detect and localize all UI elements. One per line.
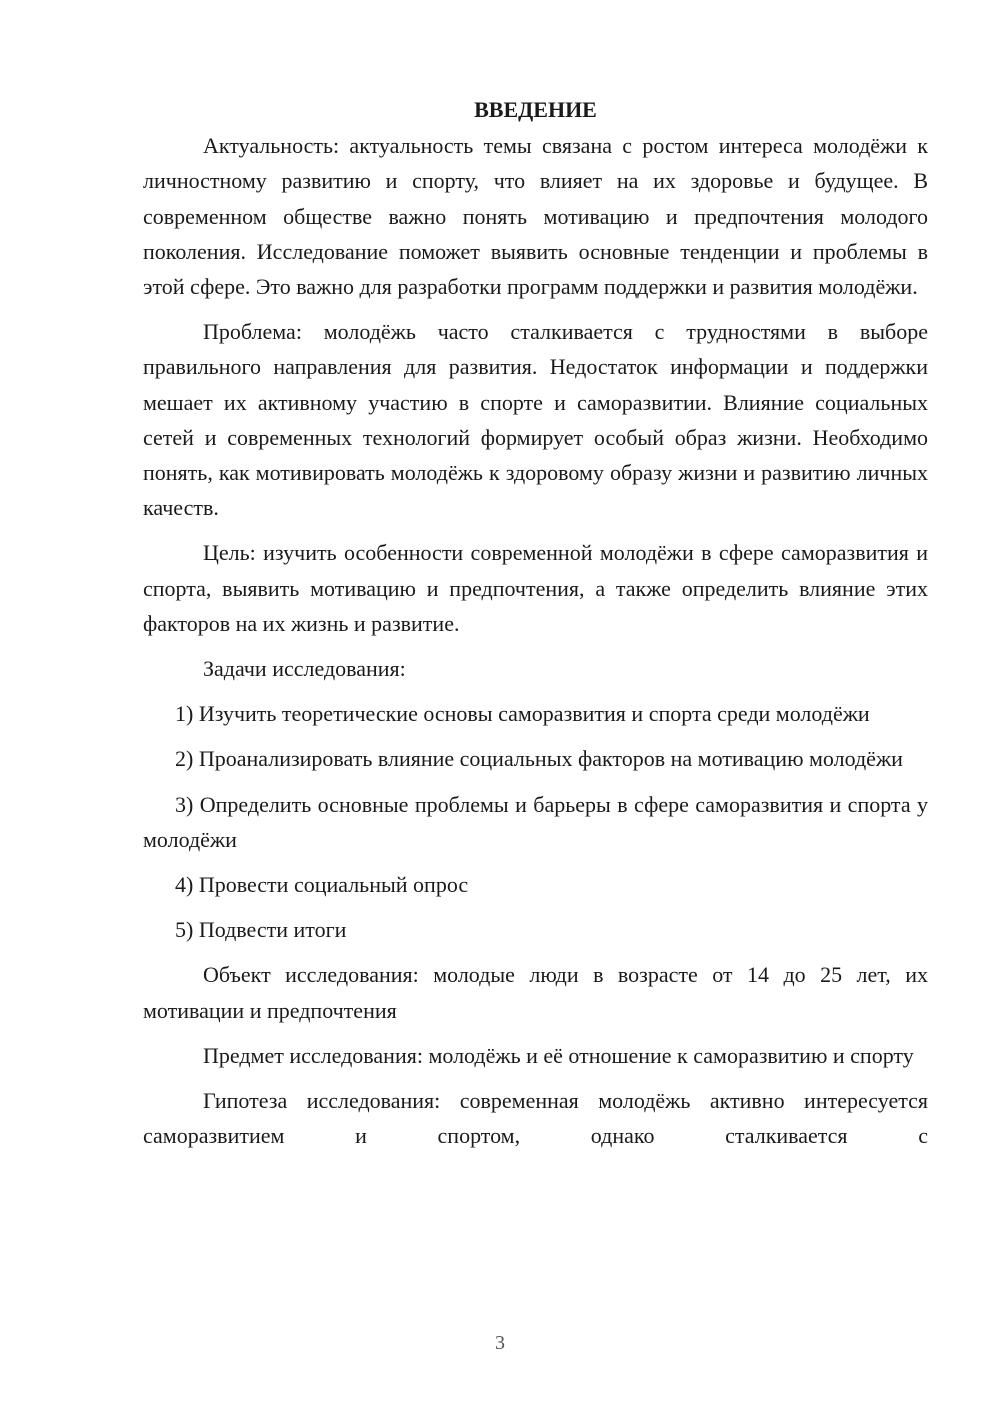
section-title: ВВЕДЕНИЕ [474,97,597,122]
task-item-2: 2) Проанализировать влияние социальных факторов на мотивацию молодёжи [175,746,903,772]
page-number: 3 [495,1332,505,1354]
hypothesis-paragraph: Гипотеза исследования: современная молодёжь активно интересуется саморазвитием и спортом, однако сталкивается с [143,1088,928,1149]
problem-paragraph: Проблема: молодёжь часто сталкивается с трудностями в выборе правильного направления для развития. Недостаток информации и поддержки мешает их активному участию в спорте и саморазвитии. Влияние социальных сетей и современных технологий формирует особый образ жизни. Необходимо понять, как мотивировать молодёжь к здоровому образу жизни и развитию личных качеств. [143,319,928,521]
goal-paragraph: Цель: изучить особенности современной молодёжи в сфере саморазвития и спорта, выявить мотивацию и предпочтения, а также определить влияние этих факторов на их жизнь и развитие. [143,540,928,636]
object-paragraph: Объект исследования: молодые люди в возрасте от 14 до 25 лет, их мотивации и предпочтения [143,962,928,1023]
subject-paragraph: Предмет исследования: молодёжь и её отношение к саморазвитию и спорту [203,1042,914,1068]
task-item-3: 3) Определить основные проблемы и барьеры в сфере саморазвития и спорта у молодёжи [143,791,928,852]
task-item-4: 4) Провести социальный опрос [175,872,469,898]
task-item-1: 1) Изучить теоретические основы саморазвития и спорта среди молодёжи [175,701,870,727]
task-item-5: 5) Подвести итоги [175,917,347,943]
relevance-paragraph: Актуальность: актуальность темы связана с ростом интереса молодёжи к личностному развитию и спорту, что влияет на их здоровье и будущее. В современном обществе важно понять мотивацию и предпочтения молодого поколения. Исследование поможет выявить основные тенденции и проблемы в этой сфере. Это важно для разработки программ поддержки и развития молодёжи. [143,133,928,300]
tasks-heading: Задачи исследования: [203,656,406,682]
document-page [143,92,928,1153]
